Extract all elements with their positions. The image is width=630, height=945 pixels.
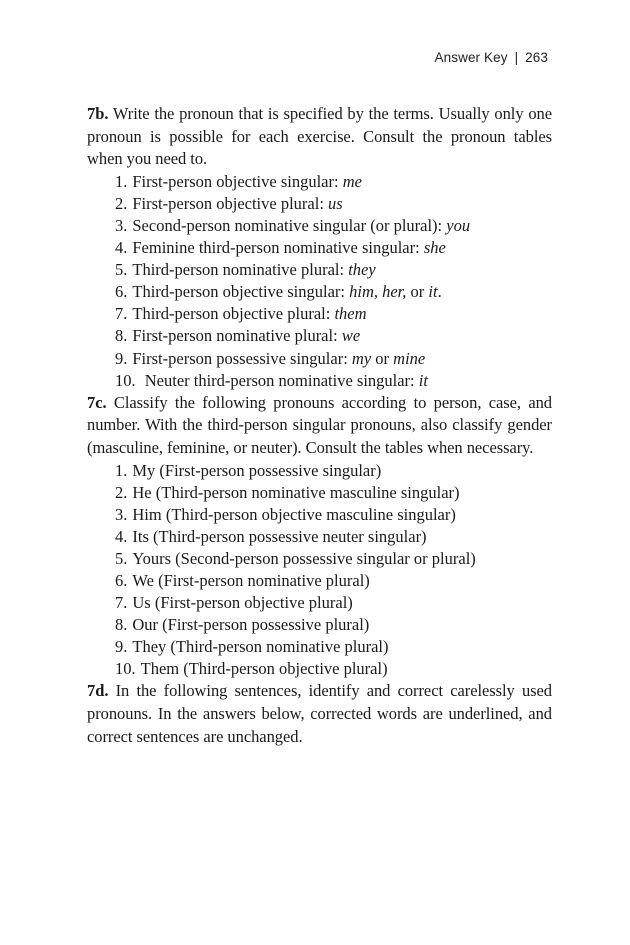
item-text: We (First-person nominative plural): [132, 570, 370, 590]
item-number: 9.: [115, 637, 128, 657]
item-text: Its (Third-person possessive neuter singular): [132, 526, 427, 546]
list-item: [87, 325, 552, 347]
item-text: They (Third-person nominative plural): [132, 637, 389, 657]
list-item: [87, 348, 552, 370]
item-number: 1.: [115, 460, 128, 480]
list-item: [87, 370, 552, 392]
list-item: [87, 636, 552, 658]
item-number: 3.: [115, 504, 128, 524]
item-number: 6.: [115, 282, 128, 302]
running-head-separator: |: [514, 50, 519, 65]
item-number: 8.: [115, 326, 128, 346]
item-number: 10.: [115, 659, 136, 679]
list-item: [87, 570, 552, 592]
list-item: [87, 193, 552, 215]
running-head-title: Answer Key: [434, 50, 508, 65]
list-item: [87, 237, 552, 259]
list-item: [87, 504, 552, 526]
item-number: 4.: [115, 238, 128, 258]
item-answer: she: [423, 238, 446, 258]
item-text: My (First-person possessive singular): [132, 460, 382, 480]
item-number: 3.: [115, 215, 128, 235]
list-item: [87, 526, 552, 548]
item-text: Our (First-person possessive plural): [132, 615, 370, 635]
item-text: Third-person objective singular:: [132, 282, 350, 302]
list-item: [87, 482, 552, 504]
item-text: He (Third-person nominative masculine singular): [132, 482, 460, 502]
section-7d-text: In the following sentences, identify and correct carelessly used pronouns. In the answers below, corrected words are underlined, and correct sentences are unchanged.: [87, 681, 552, 746]
item-answer: him, her,: [349, 282, 407, 302]
item-text: First-person possessive singular:: [132, 348, 352, 368]
item-text: Yours (Second-person possessive singular or plural): [132, 548, 476, 568]
page-number: 263: [525, 50, 548, 65]
list-item: [87, 215, 552, 237]
page-content: [87, 103, 552, 748]
section-7b-label: 7b.: [87, 104, 109, 123]
section-7c-text: Classify the following pronouns according to person, case, and number. With the third-person singular pronouns, also classify gender (masculine, feminine, or neuter). Consult the tables when necessary.: [87, 392, 553, 457]
item-answer: me: [342, 171, 362, 191]
item-text: Third-person objective plural:: [132, 304, 335, 324]
item-text: Second-person nominative singular (or plural):: [132, 215, 447, 235]
item-answer: you: [446, 215, 471, 235]
item-answer: mine: [393, 348, 426, 368]
section-7b-answer-list: [87, 171, 552, 392]
item-answer: they: [348, 260, 376, 280]
item-text: Neuter third-person nominative singular:: [144, 370, 419, 390]
list-item: [87, 658, 552, 680]
item-answer: it: [428, 282, 438, 302]
item-text: Third-person nominative plural:: [132, 260, 349, 280]
item-number: 1.: [115, 171, 128, 191]
section-7b-text: Write the pronoun that is specified by the terms. Usually only one pronoun is possible for each exercise. Consult the pronoun tables when you need to.: [87, 104, 552, 169]
section-7d-label: 7d.: [87, 681, 109, 701]
item-text: First-person nominative plural:: [132, 326, 342, 346]
item-text: First-person objective singular:: [132, 171, 343, 191]
list-item: [87, 171, 552, 193]
item-text: Feminine third-person nominative singular:: [132, 238, 424, 258]
item-number: 10.: [115, 370, 136, 390]
section-7d-instructions: [87, 680, 552, 748]
item-number: 7.: [115, 304, 128, 324]
section-7c-instructions: [87, 392, 552, 460]
list-item: [87, 592, 552, 614]
item-number: 6.: [115, 570, 128, 590]
item-number: 9.: [115, 348, 128, 368]
item-number: 5.: [115, 548, 128, 568]
item-number: 7.: [115, 593, 128, 613]
item-answer: us: [328, 193, 343, 213]
item-number: 4.: [115, 526, 128, 546]
item-text: First-person objective plural:: [132, 193, 329, 213]
item-answer: we: [341, 326, 361, 346]
list-item: [87, 548, 552, 570]
item-answer: it: [418, 370, 428, 390]
running-head: [435, 50, 548, 65]
list-item: [87, 303, 552, 325]
section-7c-answer-list: [87, 460, 552, 681]
item-answer: my: [351, 348, 372, 368]
item-number: 8.: [115, 615, 128, 635]
item-text: Him (Third-person objective masculine singular): [132, 504, 456, 524]
list-item: [87, 281, 552, 303]
list-item: [87, 460, 552, 482]
item-punctuation: .: [437, 282, 442, 302]
item-number: 5.: [115, 260, 128, 280]
item-conjunction: or: [406, 282, 429, 302]
section-7c-label: 7c.: [87, 392, 107, 412]
item-text: Them (Third-person objective plural): [140, 659, 388, 679]
section-7b-instructions: [87, 103, 552, 171]
item-text: Us (First-person objective plural): [132, 593, 353, 613]
item-conjunction: or: [371, 348, 394, 368]
item-number: 2.: [115, 193, 128, 213]
list-item: [87, 614, 552, 636]
item-number: 2.: [115, 482, 128, 502]
item-answer: them: [334, 304, 367, 324]
list-item: [87, 259, 552, 281]
